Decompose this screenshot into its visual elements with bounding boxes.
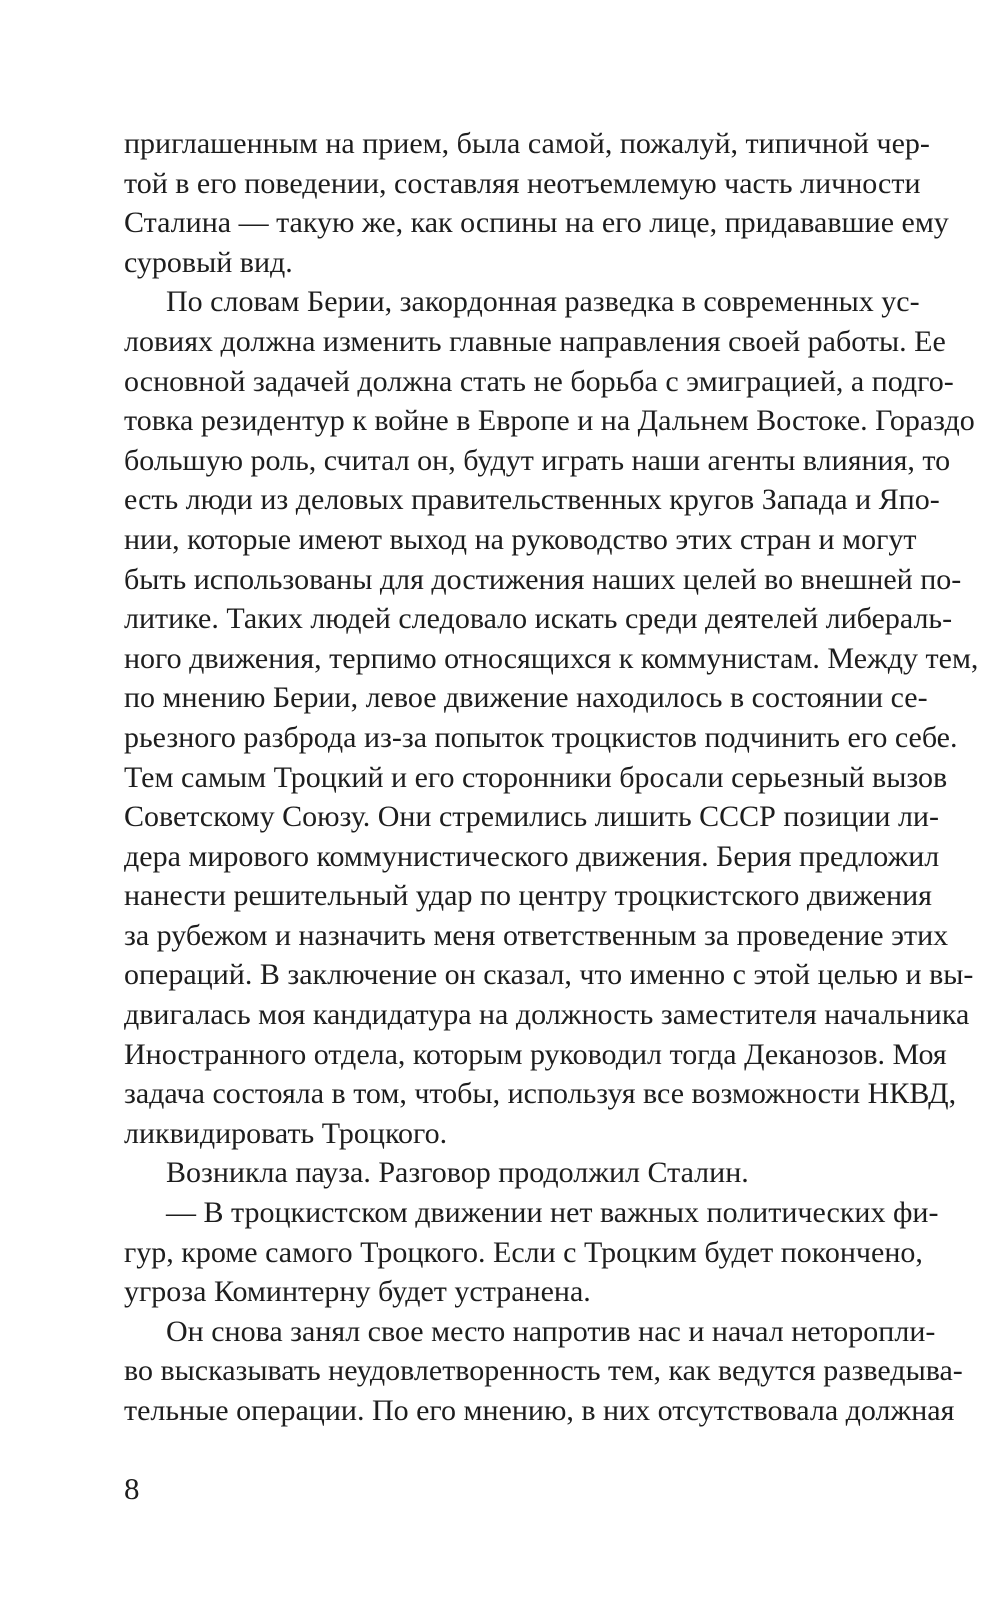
text-line: Иностранного отдела, которым руководил тогда Деканозов. Моя: [124, 1037, 947, 1071]
text-line: Тем самым Троцкий и его сторонники бросали серьезный вызов: [124, 760, 948, 794]
body-text: [124, 124, 979, 1431]
text-line: операций. В заключение он сказал, что именно с этой целью и вы-: [124, 958, 974, 992]
text-line: нии, которые имеют выход на руководство этих стран и могут: [124, 522, 917, 556]
text-line: есть люди из деловых правительственных кругов Запада и Япо-: [124, 483, 940, 517]
page-number: 8: [124, 1471, 140, 1506]
text-line: ловиях должна изменить главные направления своей работы. Ее: [124, 324, 946, 358]
text-line: рьезного разброда из-за попыток троцкистов подчинить его себе.: [124, 720, 958, 754]
text-line: суровый вид.: [124, 245, 293, 279]
text-line: — В троцкистском движении нет важных политических фи-: [166, 1196, 939, 1230]
text-line: По словам Берии, закордонная разведка в современных ус-: [166, 285, 920, 319]
text-line: двигалась моя кандидатура на должность заместителя начальника: [124, 998, 970, 1032]
text-line: угроза Коминтерну будет устранена.: [124, 1275, 591, 1309]
text-line: Он снова занял свое место напротив нас и начал неторопли-: [166, 1314, 936, 1348]
text-line: дера мирового коммунистического движения. Берия предложил: [124, 839, 940, 873]
text-line: ного движения, терпимо относящихся к коммунистам. Между тем,: [124, 641, 979, 675]
text-line: товка резидентур к войне в Европе и на Дальнем Востоке. Гораздо: [124, 404, 975, 438]
text-line: по мнению Берии, левое движение находилось в состоянии се-: [124, 681, 928, 715]
text-line: Возникла пауза. Разговор продолжил Сталин.: [166, 1156, 749, 1190]
text-line: основной задачей должна стать не борьба с эмиграцией, а подго-: [124, 364, 954, 398]
text-line: большую роль, считал он, будут играть наши агенты влияния, то: [124, 443, 951, 477]
text-line: нанести решительный удар по центру троцкистского движения: [124, 879, 932, 913]
text-line: во высказывать неудовлетворенность тем, как ведутся разведыва-: [124, 1354, 963, 1388]
text-line: приглашенным на прием, была самой, пожалуй, типичной чер-: [124, 127, 930, 160]
text-line: тельные операции. По его мнению, в них отсутствовала должная: [124, 1394, 955, 1427]
text-line: той в его поведении, составляя неотъемлемую часть личности: [124, 166, 921, 200]
text-line: гур, кроме самого Троцкого. Если с Троцким будет покончено,: [124, 1235, 923, 1269]
text-line: Советскому Союзу. Они стремились лишить СССР позиции ли-: [124, 800, 939, 834]
text-line: задача состояла в том, чтобы, используя все возможности НКВД,: [124, 1077, 957, 1111]
text-line: ликвидировать Троцкого.: [124, 1116, 448, 1150]
text-line: литике. Таких людей следовало искать среди деятелей либераль-: [124, 602, 953, 636]
text-line: за рубежом и назначить меня ответственным за проведение этих: [124, 918, 949, 952]
text-line: быть использованы для достижения наших целей во внешней по-: [124, 562, 962, 596]
text-line: Сталина — такую же, как оспины на его лице, придававшие ему: [124, 206, 949, 240]
